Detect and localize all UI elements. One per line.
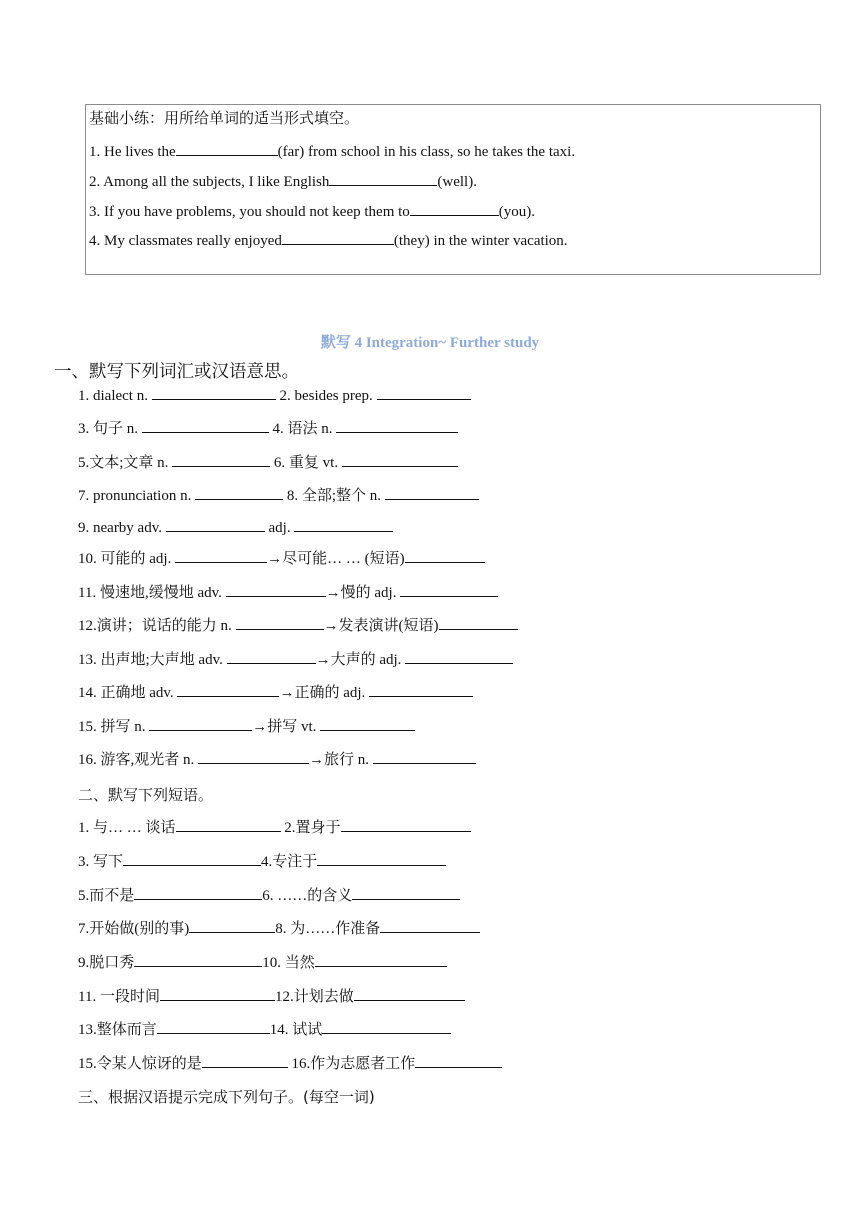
section-title: 默写 4 Integration~ Further study: [320, 335, 540, 351]
answer-blank[interactable]: [415, 1053, 502, 1068]
vocab-row: 9. nearby adv. adj.: [78, 517, 393, 537]
answer-blank[interactable]: [380, 918, 480, 933]
answer-blank[interactable]: [227, 649, 316, 664]
answer-blank[interactable]: [369, 682, 473, 697]
vocab-row: 7. pronunciation n. 8. 全部;整个 n.: [78, 484, 479, 505]
vocab-row: 12.演讲；说话的能力 n. →发表演讲(短语): [78, 614, 518, 635]
answer-blank[interactable]: [160, 986, 275, 1001]
answer-blank[interactable]: [198, 749, 309, 764]
answer-blank[interactable]: [315, 952, 447, 967]
phrase-row: 15.令某人惊讶的是 16.作为志愿者工作: [78, 1052, 502, 1073]
answer-blank[interactable]: [439, 615, 518, 630]
answer-blank[interactable]: [282, 230, 394, 245]
exercise-box: [85, 104, 821, 275]
answer-blank[interactable]: [400, 582, 498, 597]
answer-blank[interactable]: [317, 851, 446, 866]
answer-blank[interactable]: [405, 548, 485, 563]
answer-blank[interactable]: [385, 485, 479, 500]
answer-blank[interactable]: [341, 817, 471, 832]
answer-blank[interactable]: [172, 452, 270, 467]
phrase-row: 3. 写下 4.专注于: [78, 850, 446, 871]
answer-blank[interactable]: [175, 548, 267, 563]
answer-blank[interactable]: [149, 716, 252, 731]
vocab-row: 13. 出声地;大声地 adv. →大声的 adj.: [78, 648, 513, 669]
answer-blank[interactable]: [189, 918, 275, 933]
answer-blank[interactable]: [152, 385, 276, 400]
answer-blank[interactable]: [226, 582, 326, 597]
vocab-row: 1. dialect n. 2. besides prep.: [78, 385, 471, 405]
vocab-row: 14. 正确地 adv. →正确的 adj.: [78, 681, 473, 702]
answer-blank[interactable]: [352, 885, 460, 900]
answer-blank[interactable]: [320, 716, 415, 731]
vocab-row: 3. 句子 n. 4. 语法 n.: [78, 417, 458, 438]
section1-heading: 一、默写下列词汇或汉语意思。: [54, 362, 299, 382]
phrase-row: 1. 与… … 谈话 2.置身于: [78, 816, 471, 837]
answer-blank[interactable]: [236, 615, 324, 630]
answer-blank[interactable]: [294, 517, 393, 532]
phrase-row: 5.而不是 6. ……的含义: [78, 884, 460, 905]
answer-blank[interactable]: [176, 817, 281, 832]
answer-blank[interactable]: [177, 682, 279, 697]
answer-blank[interactable]: [157, 1019, 270, 1034]
section2-heading: 二、默写下列短语。: [78, 786, 214, 804]
answer-blank[interactable]: [336, 418, 458, 433]
section3-heading: 三、根据汉语提示完成下列句子。(每空一词): [78, 1088, 375, 1106]
phrase-row: 13.整体而言 14. 试试: [78, 1018, 451, 1039]
answer-blank[interactable]: [373, 749, 476, 764]
box-item-3: 3. If you have problems, you should not keep them to (you).: [89, 201, 535, 221]
answer-blank[interactable]: [195, 485, 283, 500]
answer-blank[interactable]: [123, 851, 261, 866]
phrase-row: 11. 一段时间 12.计划去做: [78, 985, 465, 1006]
answer-blank[interactable]: [142, 418, 269, 433]
phrase-row: 7.开始做(别的事) 8. 为……作准备: [78, 917, 480, 938]
phrase-row: 9.脱口秀 10. 当然: [78, 951, 447, 972]
answer-blank[interactable]: [166, 517, 265, 532]
box-item-1: 1. He lives the (far) from school in his class, so he takes the taxi.: [89, 141, 575, 161]
answer-blank[interactable]: [354, 986, 465, 1001]
answer-blank[interactable]: [202, 1053, 288, 1068]
answer-blank[interactable]: [322, 1019, 451, 1034]
vocab-row: 5.文本;文章 n. 6. 重复 vt.: [78, 451, 458, 472]
box-instruction: 基础小练：用所给单词的适当形式填空。: [89, 111, 360, 127]
answer-blank[interactable]: [405, 649, 513, 664]
answer-blank[interactable]: [134, 952, 262, 967]
answer-blank[interactable]: [342, 452, 458, 467]
answer-blank[interactable]: [377, 385, 471, 400]
box-item-2: 2. Among all the subjects, I like English (well).: [89, 171, 477, 191]
vocab-row: 10. 可能的 adj. →尽可能… … (短语): [78, 547, 485, 568]
answer-blank[interactable]: [134, 885, 262, 900]
answer-blank[interactable]: [329, 171, 437, 186]
vocab-row: 15. 拼写 n. →拼写 vt.: [78, 715, 415, 736]
answer-blank[interactable]: [176, 141, 278, 156]
vocab-row: 16. 游客,观光者 n. →旅行 n.: [78, 748, 476, 769]
box-item-4: 4. My classmates really enjoyed (they) in the winter vacation.: [89, 230, 568, 250]
vocab-row: 11. 慢速地,缓慢地 adv. →慢的 adj.: [78, 581, 498, 602]
answer-blank[interactable]: [410, 201, 499, 216]
